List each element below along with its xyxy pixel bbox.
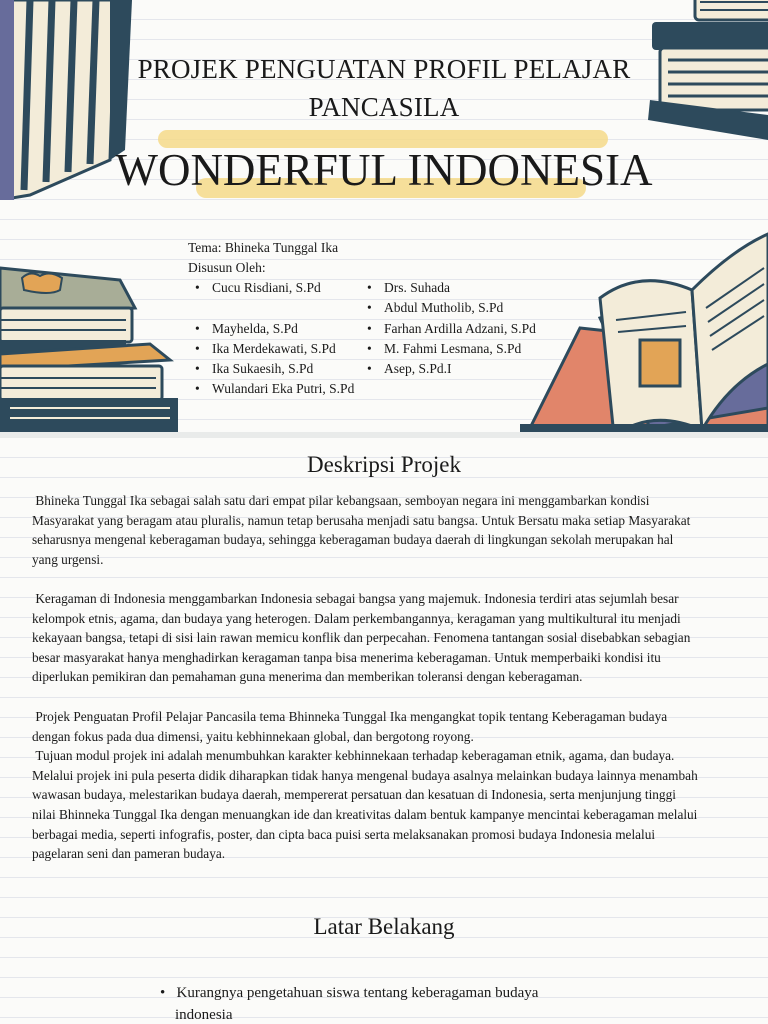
- authors-heading: Disusun Oleh:: [188, 260, 266, 275]
- paragraph-2: Keragaman di Indonesia menggambarkan Indonesia sebagai bangsa yang majemuk. Indonesia terdiri atas sejumlah besar kelompok etnis, agama, dan budaya yang heterogen. Dalam perkembangannya, keragaman yang multikultural itu menjadi kekayaan bangsa, tetapi di sisi lain rawan memicu konflik dan perpecahan. Fenomena tantangan sosial disebabkan sebagian besar masyarakat hanya menghadirkan keragaman tanpa bisa menerima keberagaman. Untuk memperbaiki kondisi itu diperlukan pemikiran dan pemahaman guna menerima dan memberikan toleransi dengan keberagaman.: [32, 591, 691, 685]
- author-item: • Ika Merdekawati, S.Pd: [188, 339, 354, 359]
- open-book-right-icon: [520, 228, 768, 432]
- author-item: • Wulandari Eka Putri, S.Pd: [188, 379, 354, 399]
- bullet-icon: •: [367, 280, 372, 295]
- authors-list-right: [360, 278, 536, 379]
- title-slide: [0, 0, 768, 432]
- bullet-icon: •: [195, 340, 200, 356]
- section-heading-description: Deskripsi Projek: [307, 452, 461, 477]
- theme-label: Tema: Bhineka Tunggal Ika: [188, 240, 339, 255]
- project-title-line2: PANCASILA: [308, 92, 460, 122]
- bullet-icon: •: [367, 300, 372, 316]
- bullet-icon: •: [367, 361, 372, 377]
- bullet-icon: •: [367, 320, 372, 336]
- author-item: • Mayhelda, S.Pd: [188, 319, 354, 339]
- bullet-icon: •: [195, 381, 200, 397]
- paragraph-3: Projek Penguatan Profil Pelajar Pancasila tema Bhinneka Tunggal Ika mengangkat topik tentang Keberagaman budaya dengan fokus pada dua dimensi, yaitu kebhinnekaan global, dan bergotong royong. Tujuan modul projek ini adalah menumbuhkan karakter kebhinnekaan terhadap keberagaman etnik, agama, dan budaya. Melalui projek ini pula peserta didik diharapkan tidak hanya mengenal budaya asalnya melainkan budaya lainnya menambah wawasan budaya, melestarikan budaya daerah, mempererat persatuan dan kesatuan di Indonesia, serta menjunjung tinggi nilai Bhinneka Tunggal Ika dengan menuangkan ide dan kreativitas dalam bentuk kampanye mencintai keberagaman melalui berbagai media, seperti infografis, poster, dan cipta baca puisi serta melaksanakan promosi budaya Indonesia melalui pagelaran seni dan pameran budaya.: [32, 709, 698, 862]
- author-item: • Abdul Mutholib, S.Pd: [360, 298, 536, 318]
- book-stack-left-icon: [0, 258, 182, 432]
- bullet-icon: •: [195, 361, 200, 377]
- section-heading-background: Latar Belakang: [313, 914, 455, 939]
- project-title: [0, 50, 768, 126]
- bullet-icon: •: [367, 340, 372, 356]
- author-item: • Drs. Suhada: [360, 278, 536, 298]
- background-bullet-item: • Kurangnya pengetahuan siswa tentang keberagaman budaya indonesia: [160, 985, 539, 1023]
- author-item: • Farhan Ardilla Adzani, S.Pd: [360, 319, 536, 339]
- description-slide: [0, 438, 768, 1024]
- author-item-blank: [188, 298, 354, 318]
- bullet-icon: •: [195, 280, 200, 295]
- author-item: • Asep, S.Pd.I: [360, 359, 536, 379]
- authors-list-left: [188, 278, 354, 400]
- paragraph-1: Bhineka Tunggal Ika sebagai salah satu dari empat pilar kebangsaan, semboyan negara ini menggambarkan kondisi Masyarakat yang beragam atau pluralis, namun tetap berusaha menjadi satu bangsa. Untuk Bersatu maka setiap Masyarakat seharusnya mengenal keberagaman budaya, sehingga keberagaman budaya daerah di lingkungan sekolah merupakan hal yang urgensi.: [32, 493, 691, 567]
- main-title: WONDERFUL INDONESIA: [115, 145, 653, 195]
- project-title-line1: PROJEK PENGUATAN PROFIL PELAJAR: [137, 54, 631, 84]
- author-item: • Cucu Risdiani, S.Pd: [188, 278, 354, 298]
- author-item: • M. Fahmi Lesmana, S.Pd: [360, 339, 536, 359]
- author-item: • Ika Sukaesih, S.Pd: [188, 359, 354, 379]
- bullet-icon: •: [195, 320, 200, 336]
